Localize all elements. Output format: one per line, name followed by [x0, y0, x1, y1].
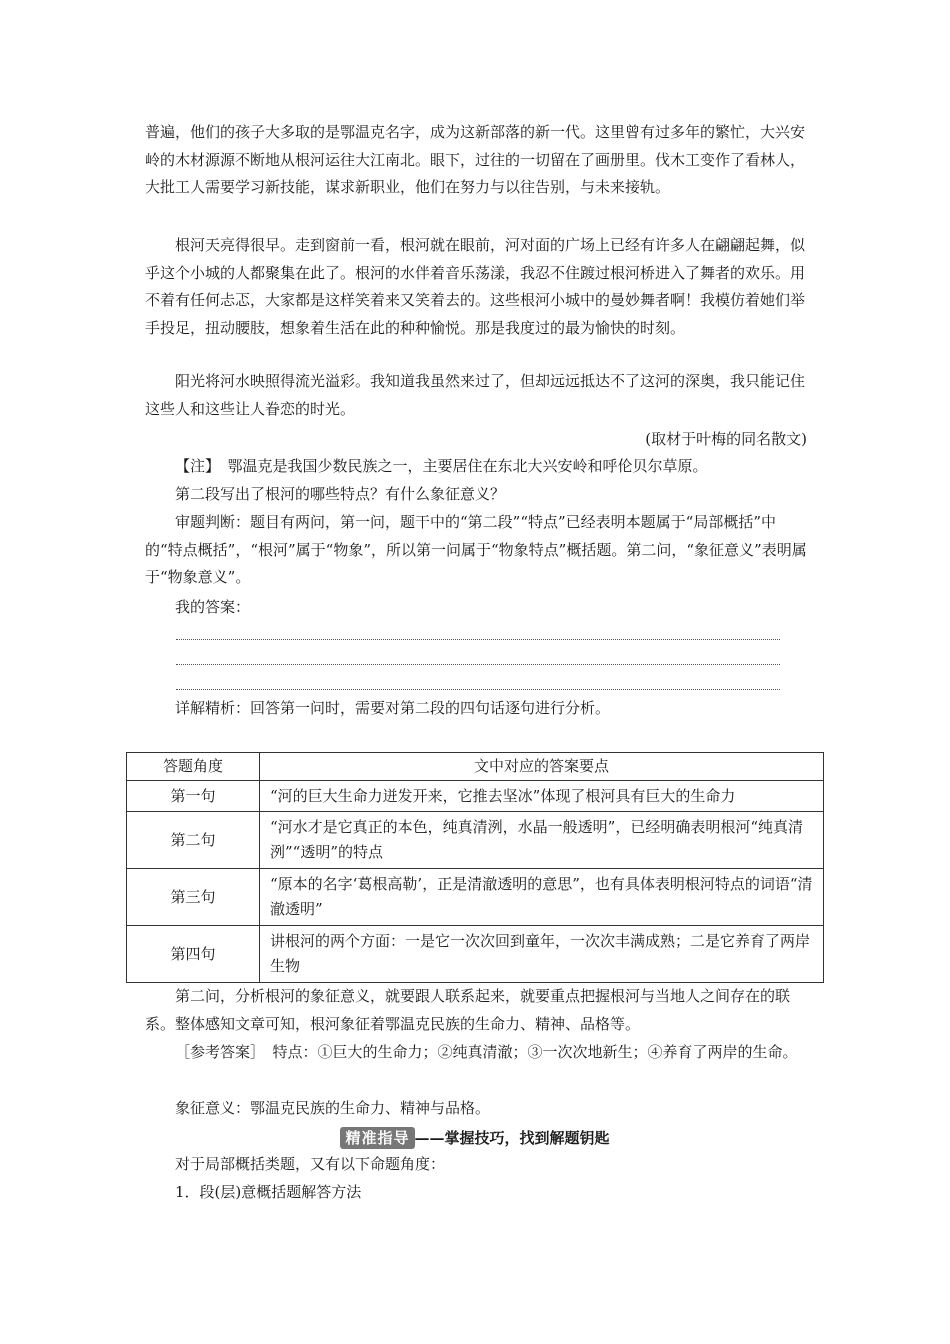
paragraph-2 [145, 232, 807, 342]
table-cell-angle: 第四句 [127, 926, 260, 983]
answer-table [126, 752, 824, 983]
paragraph-1: 普遍，他们的孩子大多取的是鄂温克名字，成为这新部落的新一代。这里曾有过多年的繁忙，大兴安岭的木材源源不断地从根河运往大江南北。眼下，过往的一切留在了画册里。伐木工变作了看林人，大批工人需要学习新技能，谋求新职业，他们在努力与以往告别，与未来接轨。 [145, 123, 806, 196]
banner-text: ——掌握技巧，找到解题钥匙 [414, 1129, 610, 1147]
detail-analysis [145, 695, 807, 723]
table-header-row [127, 753, 824, 781]
list-item-1-text: 1．段(层)意概括题解答方法 [175, 1183, 362, 1201]
note [145, 453, 807, 481]
note-text: 【注】 鄂温克是我国少数民族之一，主要居住在东北大兴安岭和呼伦贝尔草原。 [175, 457, 708, 475]
answer-line-2[interactable] [176, 664, 780, 665]
table-header-angle: 答题角度 [127, 753, 260, 781]
answer-line-1[interactable] [176, 639, 780, 640]
table-cell-angle: 第一句 [127, 781, 260, 812]
symbolic-meaning-text: 象征意义：鄂温克民族的生命力、精神与品格。 [175, 1099, 491, 1117]
table-cell-angle: 第二句 [127, 812, 260, 869]
my-answer-text: 我的答案： [175, 598, 251, 616]
reference-answer [145, 1039, 807, 1067]
table-cell-angle: 第三句 [127, 869, 260, 926]
paragraph-3-text: 阳光将河水映照得流光溢彩。我知道我虽然来过了，但却远远抵达不了这河的深奥，我只能记住这些人和这些让人眷恋的时光。 [145, 372, 806, 418]
second-question-text: 第二问，分析根河的象征意义，就要跟人联系起来，就要重点把握根河与当地人之间存在的联系。整体感知文章可知，根河象征着鄂温克民族的生命力、精神、品格等。 [145, 987, 791, 1033]
symbolic-meaning [145, 1095, 807, 1123]
table-header-point: 文中对应的答案要点 [260, 753, 824, 781]
source-citation: (取材于叶梅的同名散文) [645, 430, 807, 448]
intro-text: 对于局部概括类题，又有以下命题角度： [175, 1155, 446, 1173]
table-cell-point: “原本的名字‘葛根高勒’，正是清澈透明的意思”，也有具体表明根河特点的词语“清澈透明” [260, 869, 824, 926]
my-answer-label [145, 594, 807, 622]
table-cell-point: “河的巨大生命力迸发开来，它推去坚冰”体现了根河具有巨大的生命力 [260, 781, 824, 812]
section-banner [0, 1127, 950, 1149]
paragraph-2-text: 根河天亮得很早。走到窗前一看，根河就在眼前，河对面的广场上已经有许多人在翩翩起舞，似乎这个小城的人都聚集在此了。根河的水伴着音乐荡漾，我忍不住踱过根河桥进入了舞者的欢乐。用不着有任何忐忑，大家都是这样笑着来又笑着去的。这些根河小城中的曼妙舞者啊！我模仿着她们举手投足，扭动腰肢，想象着生活在此的种种愉悦。那是我度过的最为愉快的时刻。 [145, 236, 806, 337]
table-cell-point: “河水才是它真正的本色，纯真清洌，水晶一般透明”，已经明确表明根河“纯真清洌”“透明”的特点 [260, 812, 824, 869]
question [145, 481, 807, 509]
analysis [145, 509, 807, 592]
table-cell-point: 讲根河的两个方面：一是它一次次回到童年，一次次丰满成熟；二是它养育了两岸生物 [260, 926, 824, 983]
detail-text: 详解精析：回答第一问时，需要对第二段的四句话逐句进行分析。 [175, 699, 611, 717]
table-row [127, 781, 824, 812]
list-item-1 [145, 1179, 807, 1207]
table-row [127, 812, 824, 869]
answer-line-3[interactable] [176, 689, 780, 690]
analysis-text: 审题判断：题目有两问，第一问，题干中的“第二段”“特点”已经表明本题属于“局部概括”中的“特点概括”，“根河”属于“物象”，所以第一问属于“物象特点”概括题。第二问，“象征意义”表明属于“物象意义”。 [145, 513, 807, 586]
question-text: 第二段写出了根河的哪些特点？有什么象征意义？ [175, 485, 506, 503]
reference-answer-text: ［参考答案］ 特点：①巨大的生命力；②纯真清澈；③一次次地新生；④养育了两岸的生命。 [175, 1043, 798, 1061]
table-row [127, 869, 824, 926]
table-row [127, 926, 824, 983]
paragraph-3 [145, 368, 807, 423]
second-question-analysis [145, 983, 807, 1038]
intro-line [145, 1151, 807, 1179]
banner-badge: 精准指导 [340, 1127, 414, 1149]
